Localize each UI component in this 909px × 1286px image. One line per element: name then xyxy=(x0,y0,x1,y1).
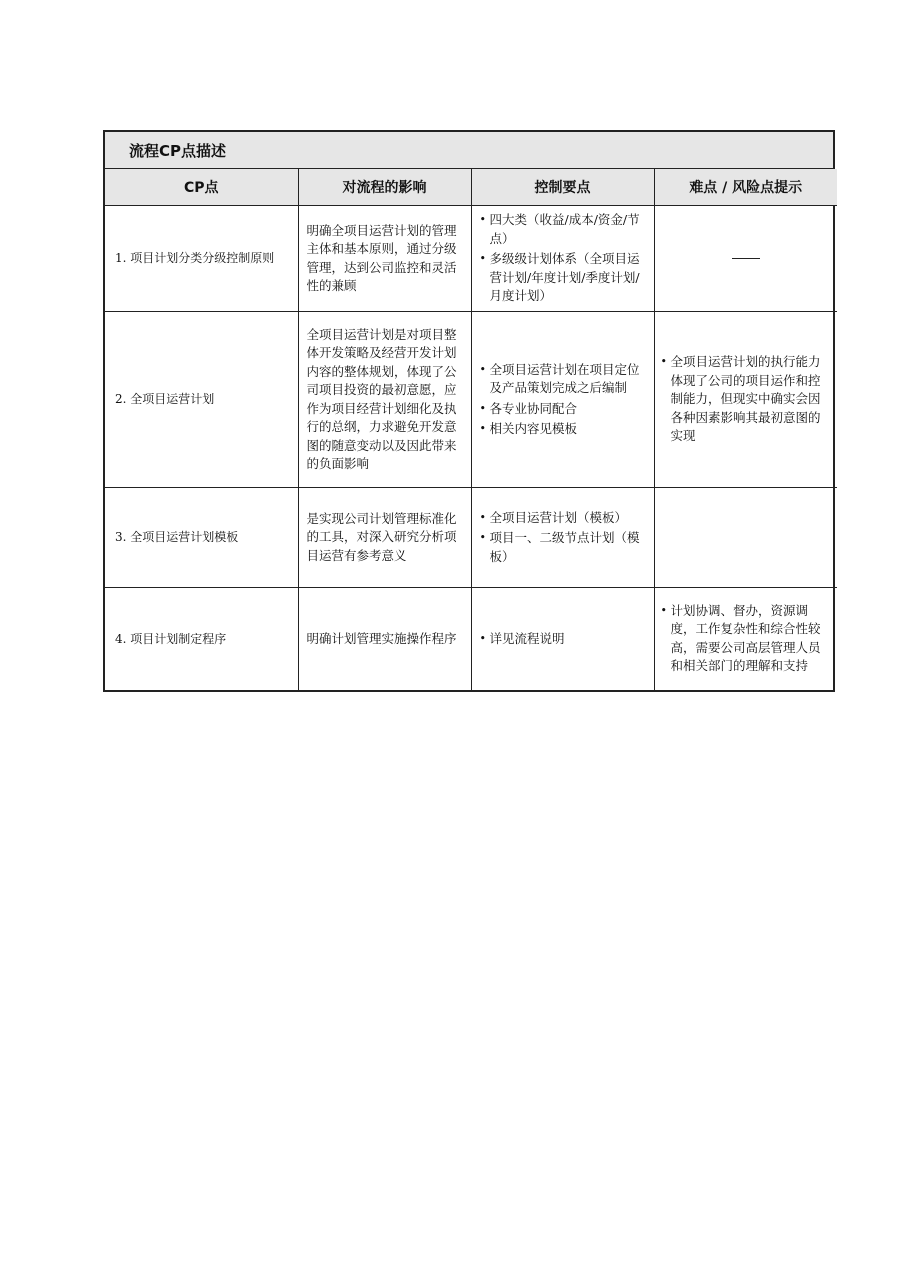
risk-cell xyxy=(654,488,837,588)
control-point: • 详见流程说明 xyxy=(480,630,646,649)
table-title: 流程CP点描述 xyxy=(105,132,833,169)
control-point: • 项目一、二级节点计划（模板） xyxy=(480,529,646,566)
control-point: • 全项目运营计划（模板） xyxy=(480,509,646,528)
control-point: • 四大类（收益/成本/资金/节点） xyxy=(480,211,646,248)
risk-point: • 计划协调、督办，资源调度，工作复杂性和综合性较高，需要公司高层管理人员和相关部门的理解和支持 xyxy=(661,602,830,676)
points-cell xyxy=(471,206,654,312)
cp-label: 4. 项目计划制定程序 xyxy=(115,631,227,646)
impact-cell: 明确全项目运营计划的管理主体和基本原则，通过分级管理，达到公司监控和灵活性的兼顾 xyxy=(298,206,471,312)
header-cp: CP点 xyxy=(105,169,298,206)
header-risks: 难点 / 风险点提示 xyxy=(654,169,837,206)
header-row xyxy=(105,169,837,206)
table-row xyxy=(105,588,837,690)
points-cell xyxy=(471,588,654,690)
risk-cell xyxy=(654,206,837,312)
cp-label: 1. 项目计划分类分级控制原则 xyxy=(115,251,275,266)
table-row xyxy=(105,488,837,588)
impact-cell: 是实现公司计划管理标准化的工具，对深入研究分析项目运营有参考意义 xyxy=(298,488,471,588)
dash-mark xyxy=(732,258,760,259)
cp-label: 2. 全项目运营计划 xyxy=(115,392,215,407)
control-point: • 全项目运营计划在项目定位及产品策划完成之后编制 xyxy=(480,361,646,398)
risk-point: • 全项目运营计划的执行能力体现了公司的项目运作和控制能力，但现实中确实会因各种因素影响其最初意图的实现 xyxy=(661,353,830,446)
cp-cell xyxy=(105,206,298,312)
points-cell xyxy=(471,312,654,488)
impact-cell: 明确计划管理实施操作程序 xyxy=(298,588,471,690)
control-point: • 各专业协同配合 xyxy=(480,400,646,419)
risk-cell xyxy=(654,312,837,488)
control-point: • 多级级计划体系（全项目运营计划/年度计划/季度计划/月度计划） xyxy=(480,250,646,306)
risk-cell xyxy=(654,588,837,690)
cp-cell xyxy=(105,488,298,588)
cp-description-table xyxy=(103,130,835,692)
control-point: • 相关内容见模板 xyxy=(480,420,646,439)
header-control-points: 控制要点 xyxy=(471,169,654,206)
cp-cell xyxy=(105,312,298,488)
impact-cell: 全项目运营计划是对项目整体开发策略及经营开发计划内容的整体规划，体现了公司项目投资的最初意愿，应作为项目经营计划细化及执行的总纲，力求避免开发意图的随意变动以及因此带来的负面影响 xyxy=(298,312,471,488)
header-impact: 对流程的影响 xyxy=(298,169,471,206)
cp-table xyxy=(105,169,837,690)
table-row xyxy=(105,312,837,488)
cp-label: 3. 全项目运营计划模板 xyxy=(115,530,239,545)
points-cell xyxy=(471,488,654,588)
cp-cell xyxy=(105,588,298,690)
table-row xyxy=(105,206,837,312)
